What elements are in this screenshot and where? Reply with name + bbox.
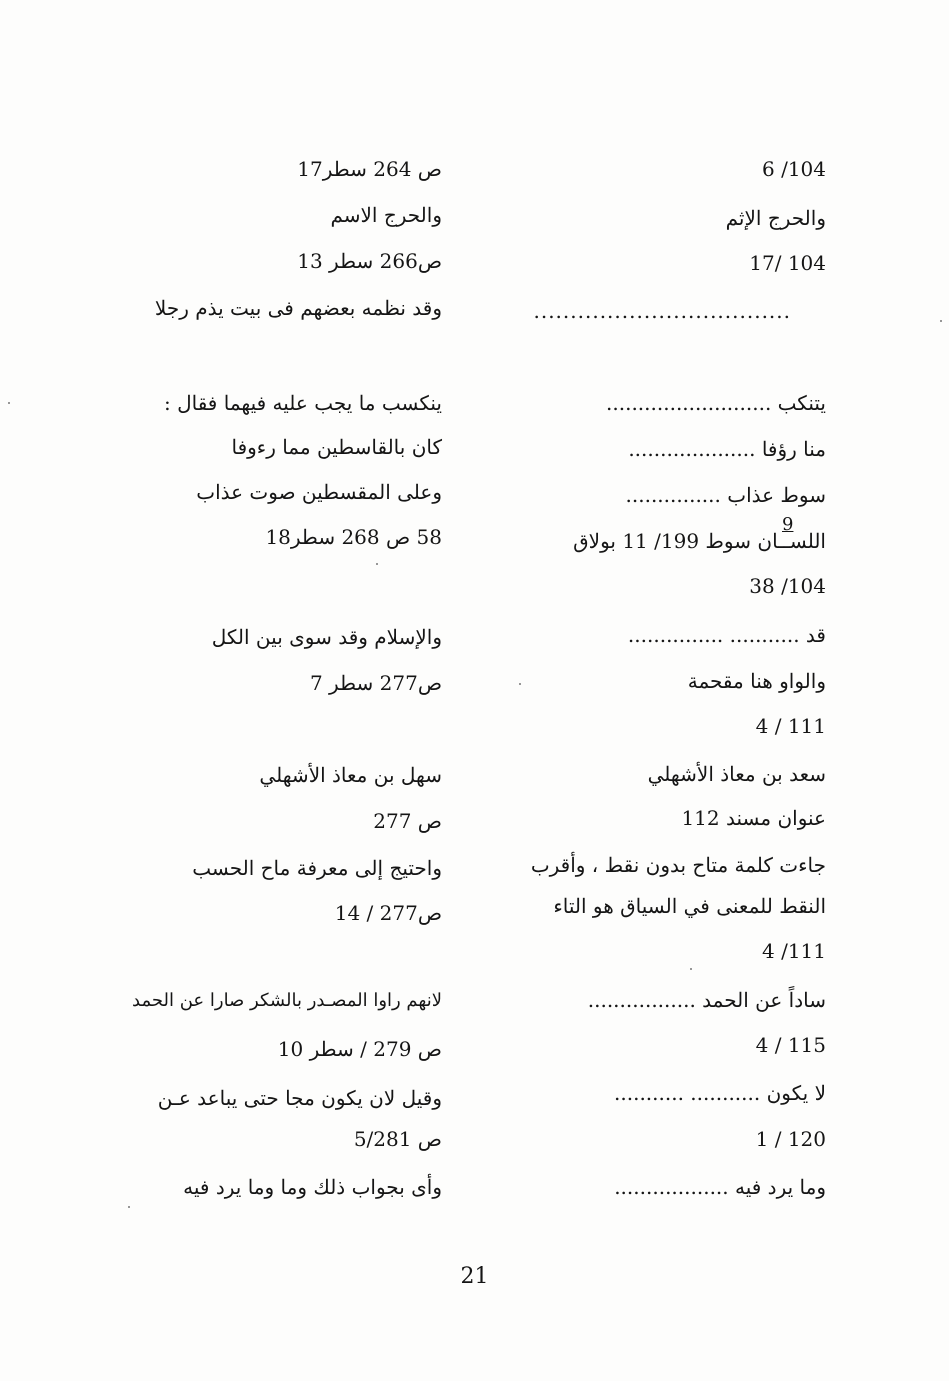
- left-line-10: ص277 سطر 7: [309, 671, 442, 695]
- right-line-16: النقط للمعنى في السياق هو التاء: [553, 894, 826, 918]
- right-line-8: اللســان سوط 199/ 11 بولاق: [573, 529, 826, 553]
- right-line-20: لا يكون ........... ...........: [614, 1081, 826, 1105]
- right-line-14: عنوان مسند 112: [681, 806, 826, 830]
- left-line-12: ص 277: [373, 809, 442, 833]
- left-line-3: ص266 سطر 13: [297, 249, 442, 273]
- right-line-7: سوط عذاب ...............: [625, 483, 826, 507]
- right-line-11: والواو هنا مقحمة: [687, 669, 826, 693]
- right-line-22: وما يرد فيه ..................: [614, 1175, 826, 1199]
- left-line-9: والإسلام وقد سوى بين الكل: [211, 625, 442, 649]
- right-line-9: 38 /104: [749, 574, 826, 598]
- right-line-10: قد ........... ...............: [627, 623, 826, 647]
- right-line-17: 4 /111: [762, 939, 826, 963]
- right-line-1: 6 /104: [762, 157, 826, 181]
- right-line-18: ساداً عن الحمد .................: [587, 988, 826, 1012]
- left-line-8: 58 ص 268 سطر18: [265, 525, 442, 549]
- left-line-19: وأى بجواب ذلك وما وما يرد فيه: [183, 1175, 442, 1199]
- right-line-3: 17/ 104: [749, 251, 826, 275]
- left-line-11: سهل بن معاذ الأشهلي: [259, 763, 442, 787]
- right-line-5: يتنكب ..........................: [606, 391, 826, 415]
- left-line-2: والحرج الاسم: [330, 203, 442, 227]
- left-line-6: كان بالقاسطين مما رءوفا: [231, 435, 442, 459]
- right-line-4: ...................................: [533, 299, 791, 323]
- left-line-7: وعلى المقسطين صوت عذاب: [196, 480, 442, 504]
- left-line-14: ص277 / 14: [334, 901, 442, 925]
- right-line-15: جاءت كلمة متاح بدون نقط ، وأقرب: [530, 853, 826, 877]
- page-number: 21: [460, 1264, 489, 1289]
- right-line-6: منا رؤفا ....................: [628, 437, 826, 461]
- right-line-21: 1 / 120: [755, 1127, 826, 1151]
- left-line-15: لانهم راوا المصـدر بالشكر صارا عن الحمد: [132, 990, 442, 1011]
- left-line-4: وقد نظمه بعضهم فى بيت يذم رجلا: [154, 296, 442, 320]
- right-line-13: سعد بن معاذ الأشهلي: [647, 762, 826, 786]
- left-line-1: ص 264 سطر17: [297, 157, 442, 181]
- left-line-18: ص 5/281: [353, 1127, 442, 1151]
- left-line-5: ينكسب ما يجب عليه فيهما فقال :: [163, 391, 442, 415]
- left-line-17: وقيل لان يكون مجا حتى يباعد عـن: [157, 1086, 442, 1110]
- right-line-2: والحرج الإثم: [725, 206, 826, 230]
- left-line-13: واحتيج إلى معرفة ماح الحسب: [192, 856, 442, 880]
- footnote-superscript: 9: [782, 514, 794, 535]
- left-line-16: ص 279 / سطر 10: [277, 1037, 442, 1061]
- right-line-12: 4 / 111: [755, 714, 826, 738]
- right-line-19: 4 / 115: [755, 1033, 826, 1057]
